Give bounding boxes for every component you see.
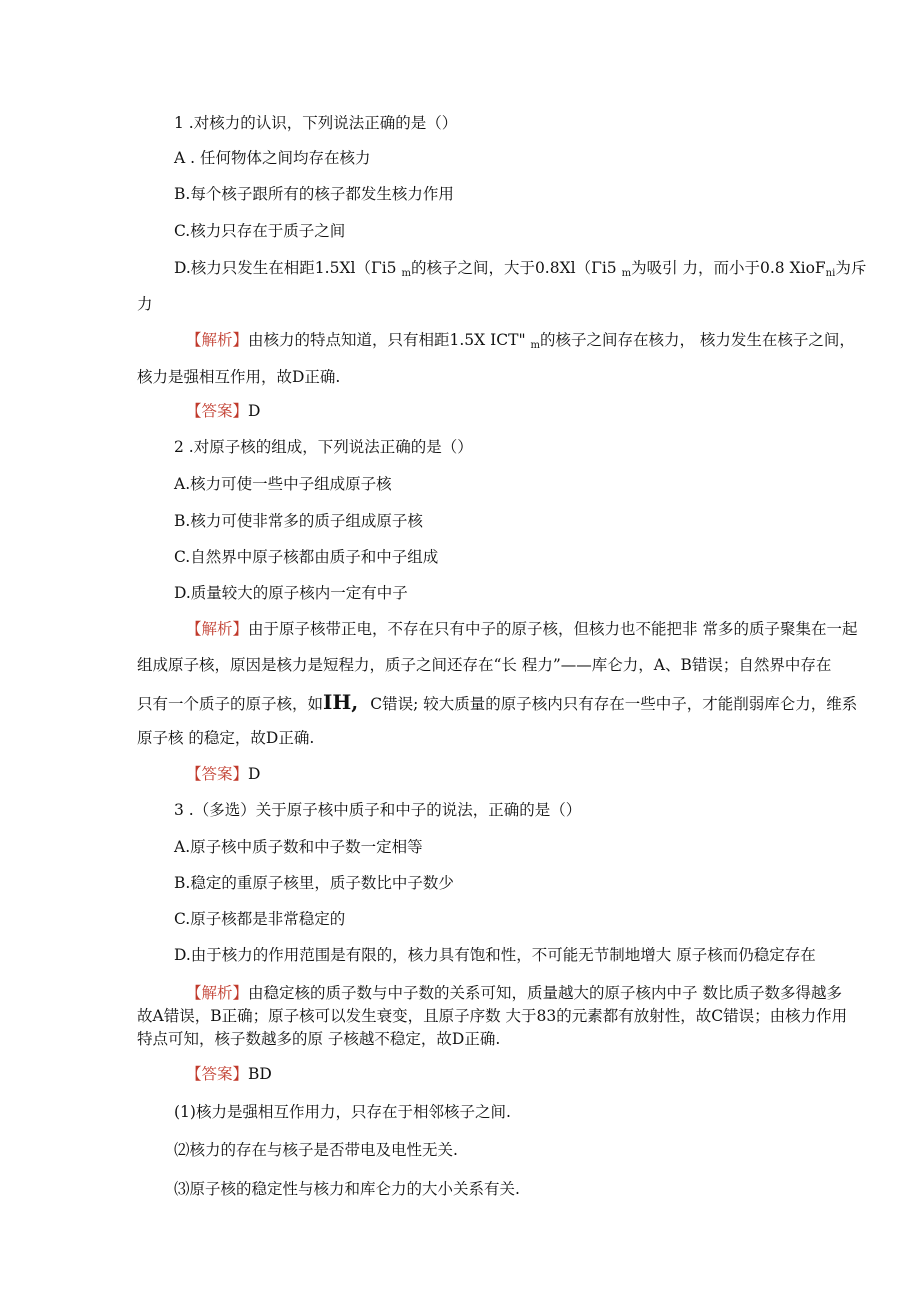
q3-option-c: C.原子核都是非常稳定的 [174, 910, 346, 928]
q1-analysis [186, 330, 855, 356]
analysis-text: 的核子之间存在核力， 核力发生在核子之间， [540, 331, 855, 349]
q2-analysis-line-4: 原子核 的稳定，故D正确. [137, 729, 315, 747]
answer-value: D [248, 765, 261, 783]
q3-option-a: A.原子核中质子数和中子数一定相等 [174, 838, 423, 856]
summary-point-2: ⑵核力的存在与核子是否带电及电性无关. [174, 1141, 458, 1159]
q2-option-d: D.质量较大的原子核内一定有中子 [174, 584, 408, 602]
q2-option-a: A.核力可使一些中子组成原子核 [174, 475, 392, 493]
q1-option-d-text: D.核力只发生在相距1.5Xl（Γi5 [174, 259, 402, 277]
q2-analysis-line-3 [137, 692, 857, 714]
subscript: m [401, 268, 411, 279]
question-2: 2 .对原子核的组成，下列说法正确的是（） [174, 438, 473, 456]
q3-option-d: D.由于核力的作用范围是有限的，核力具有饱和性，不可能无节制地增大 原子核而仍稳定存在 [174, 946, 816, 964]
q1-analysis-continued: 核力是强相互作用，故D正确. [137, 368, 341, 386]
subscript: ni [825, 268, 836, 279]
answer-tag: 【答案】 [186, 765, 249, 783]
question-1: 1 .对核力的认识，下列说法正确的是（） [174, 114, 458, 132]
analysis-tag: 【解析】 [186, 331, 249, 349]
q1-option-b: B.每个核子跟所有的核子都发生核力作用 [174, 185, 454, 203]
q2-analysis-line-2: 组成原子核，原因是核力是短程力，质子之间还存在“长 程力”——库仑力，A、B错误；自然界中存在 [137, 656, 832, 674]
q1-option-c: C.核力只存在于质子之间 [174, 222, 346, 240]
summary-point-1: (1)核力是强相互作用力，只存在于相邻核子之间. [174, 1103, 511, 1121]
analysis-tag: 【解析】 [186, 620, 249, 638]
isotope-symbol: IH, [323, 690, 359, 714]
q3-analysis [186, 983, 842, 1003]
q2-option-b: B.核力可使非常多的质子组成原子核 [174, 512, 423, 530]
q1-option-d-continued: 力 [137, 295, 153, 313]
analysis-tag: 【解析】 [186, 984, 249, 1002]
answer-value: D [248, 402, 261, 420]
analysis-text: 由于原子核带正电，不存在只有中子的原子核，但核力也不能把非 常多的质子聚集在一起 [248, 620, 858, 638]
answer-tag: 【答案】 [186, 402, 249, 420]
q2-option-c: C.自然界中原子核都由质子和中子组成 [174, 548, 439, 566]
q2-analysis [186, 619, 857, 639]
analysis-text: 由核力的特点知道，只有相距1.5X ICT" [248, 331, 531, 349]
q1-option-d-text: 为斥 [835, 259, 867, 277]
q1-option-d-text: 的核子之间，大于0.8Xl（Γi5 [410, 259, 622, 277]
q3-option-b: B.稳定的重原子核里，质子数比中子数少 [174, 874, 454, 892]
subscript: m [621, 268, 632, 279]
q2-answer [186, 764, 260, 784]
q3-analysis-line-2: 故A错误，B正确；原子核可以发生衰变，且原子序数 大于83的元素都有放射性，故C错误；由核力作用 [137, 1007, 848, 1025]
q1-answer [186, 401, 260, 421]
q3-analysis-line-3: 特点可知，核子数越多的原 子核越不稳定，故D正确. [137, 1030, 501, 1048]
q1-option-d-text: 为吸引 力，而小于0.8 XioF [631, 259, 826, 277]
q3-answer [186, 1064, 272, 1084]
analysis-text: 只有一个质子的原子核，如 [137, 695, 324, 713]
answer-value: BD [248, 1065, 272, 1083]
summary-point-3: ⑶原子核的稳定性与核力和库仑力的大小关系有关. [174, 1180, 520, 1198]
subscript: m [530, 340, 540, 351]
answer-tag: 【答案】 [186, 1065, 249, 1083]
analysis-text: C错误; 较大质量的原子核内只有存在一些中子，才能削弱库仑力，维系 [370, 695, 858, 713]
q1-option-a: A . 任何物体之间均存在核力 [174, 149, 371, 167]
question-3: 3 .（多选）关于原子核中质子和中子的说法，正确的是（） [174, 801, 582, 819]
analysis-text: 由稳定核的质子数与中子数的关系可知，质量越大的原子核内中子 数比质子数多得越多 [248, 984, 842, 1002]
q1-option-d [174, 258, 866, 284]
